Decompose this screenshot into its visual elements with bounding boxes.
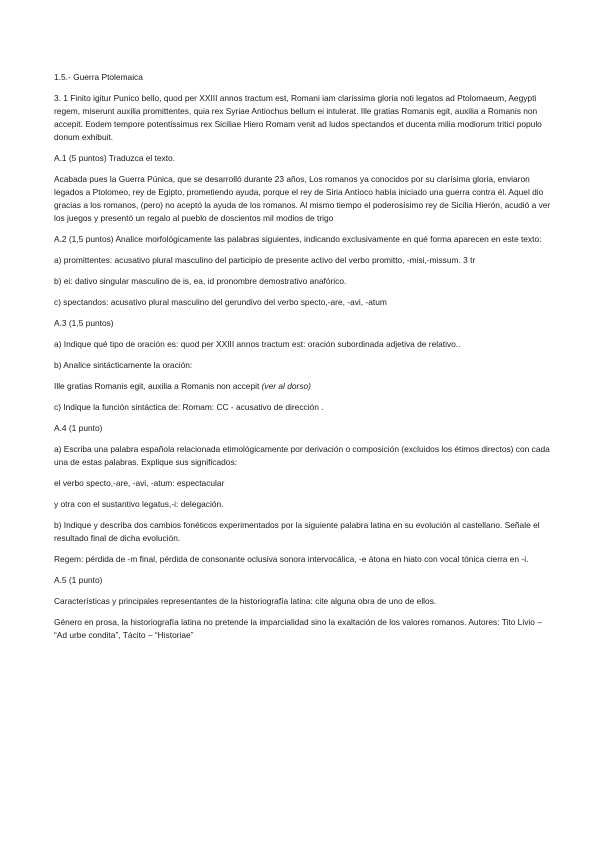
a4-question-a: a) Escriba una palabra española relacionada etimológicamente por derivación o composición (excluidos los étimos directos) con cada una de estas palabras. Explique sus significados: xyxy=(54,444,550,467)
section-heading: 1.5.- Guerra Ptolemaica xyxy=(54,72,143,82)
a1-title: A.1 (5 puntos) Traduzca el texto. xyxy=(54,153,176,163)
a3-title: A.3 (1,5 puntos) xyxy=(54,318,114,328)
a2-title: A.2 (1,5 puntos) Analice morfológicamente las palabras siguientes, indicando exclusivamente en qué forma aparecen en este texto: xyxy=(54,234,542,244)
a4-answer-a1: el verbo specto,-are, -avi, -atum: espectacular xyxy=(54,478,225,488)
a5-answer: Género en prosa, la historiografía latina no pretende la imparcialidad sino la exaltación de los valores romanos. Autores: Tito Livio – “Ad urbe condita”, Tácito – “Historiae” xyxy=(54,617,542,640)
a4-answer-b: Regem: pérdida de -m final, pérdida de consonante oclusiva sonora intervocálica, -e átona en hiato con vocal tónica cierra en -i. xyxy=(54,554,529,564)
a2-answer-c: c) spectandos: acusativo plural masculino del gerundivo del verbo specto,-are, -avi, -atum xyxy=(54,297,387,307)
a1-answer: Acabada pues la Guerra Púnica, que se desarrolló durante 23 años, Los romanos ya conocidos por su clarísima gloria, enviaron legados a Ptolomeo, rey de Egipto, prometiendo ayuda, porque el rey de Siria Antíoco había iniciado una guerra contra él. Aquel dio gracias a los romanos, (pero) no aceptó la ayuda de los romanos. Al mismo tiempo el poderosísimo rey de Sicilia Hierón, acudió a ver los juegos y presentó un regalo al pueblo de doscientos mil modios de trigo xyxy=(54,174,551,223)
a3-sentence-text: Ille gratias Romanis egit, auxilia a Romanis non accepit xyxy=(54,381,262,391)
a4-answer-a2: y otra con el sustantivo legatus,-i: delegación. xyxy=(54,499,224,509)
document-page xyxy=(54,71,554,650)
a4-title: A.4 (1 punto) xyxy=(54,423,103,433)
a3-answer-c: c) Indique la función sintáctica de: Romam: CC - acusativo de dirección . xyxy=(54,402,324,412)
a5-title: A.5 (1 punto) xyxy=(54,575,103,585)
a3-sentence xyxy=(54,380,554,393)
latin-text: 3. 1 Finito igitur Punico bello, quod per XXIII annos tractum est, Romani iam clarissima gloria noti legatos ad Ptolomaeum, Aegypti regem, miserunt auxilia promittentes, quia rex Syriae Antiochus bellum ei intulerat. Ille gratias Romanis egit, auxilia a Romanis non accepit. Eodem tempore potentissimus rex Siciliae Hiero Romam venit ad ludos spectandos et ducenta milia modiorum tritici populo donum exhibuit. xyxy=(54,93,542,142)
a4-question-b: b) Indique y describa dos cambios fonéticos experimentados por la siguiente palabra latina en su evolución al castellano. Señale el resultado final de dicha evolución. xyxy=(54,520,540,543)
a3-answer-a: a) Indique qué tipo de oración es: quod per XXIII annos tractum est: oración subordinada adjetiva de relativo.. xyxy=(54,339,461,349)
a2-answer-b: b) ei: dativo singular masculino de is, ea, id pronombre demostrativo anafórico. xyxy=(54,276,347,286)
a3-sentence-note: (ver al dorso) xyxy=(261,381,311,391)
a2-answer-a: a) promittentes: acusativo plural masculino del participio de presente activo del verbo promitto, -misi,-missum. 3 tr xyxy=(54,255,476,265)
a5-question: Características y principales representantes de la historiografía latina: cite alguna obra de uno de ellos. xyxy=(54,596,437,606)
a3-question-b: b) Analice sintácticamente la oración: xyxy=(54,360,193,370)
